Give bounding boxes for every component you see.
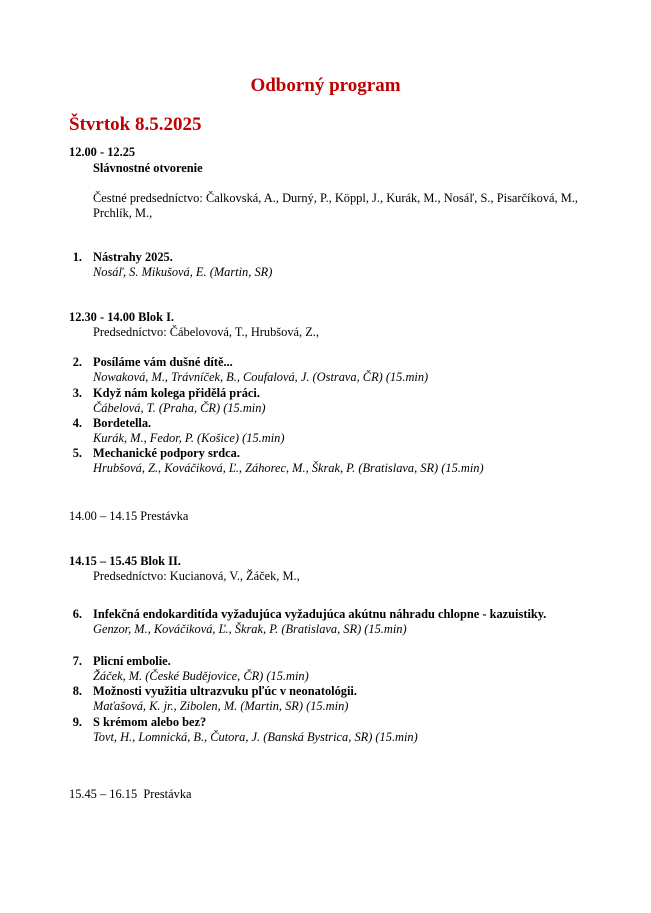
- talk-title: Plicní embolie.: [93, 654, 171, 668]
- talk-title: Bordetella.: [93, 416, 152, 430]
- talk-authors: Nosáľ, S. Mikušová, E. (Martin, SR): [93, 265, 273, 279]
- talk-authors: Maťašová, K. jr., Zibolen, M. (Martin, SR) (15.min): [93, 699, 349, 713]
- talk-item: [93, 386, 578, 416]
- block-header: 12.30 - 14.00 Blok I.: [69, 310, 174, 324]
- talk-number: 6.: [72, 607, 82, 621]
- opening-presidium: Čestné predsedníctvo: Čalkovská, A., Durný, P., Köppl, J., Kurák, M., Nosáľ, S., Pisarčíková, M., Prchlík, M.,: [93, 191, 578, 220]
- opening-time: 12.00 - 12.25: [69, 145, 136, 159]
- talk-number: 2.: [72, 355, 82, 369]
- talk-title: Mechanické podpory srdca.: [93, 446, 240, 460]
- page-title: Odborný program: [250, 75, 401, 96]
- talk-item: [93, 446, 578, 476]
- break-2: 15.45 – 16.15 Prestávka: [69, 787, 192, 801]
- day-heading: Štvrtok 8.5.2025: [69, 114, 202, 135]
- block-header: 14.15 – 15.45 Blok II.: [69, 554, 181, 568]
- talk-number: 5.: [72, 446, 82, 460]
- talk-authors: Tovt, H., Lomnická, B., Čutora, J. (Banská Bystrica, SR) (15.min): [93, 730, 418, 744]
- talk-item: [93, 684, 578, 714]
- talk-number: 1.: [72, 250, 82, 264]
- talk-number: 9.: [72, 715, 82, 729]
- talk-item: [93, 654, 578, 684]
- block-chairs: Predsedníctvo: Kucianová, V., Žáček, M.,: [93, 569, 300, 583]
- talk-item: [93, 715, 578, 745]
- talk-number: 3.: [72, 386, 82, 400]
- talk-authors: Čábelová, T. (Praha, ČR) (15.min): [93, 401, 266, 415]
- talk-item: [93, 355, 578, 385]
- talk-title: Možnosti využitia ultrazvuku pľúc v neonatológii.: [93, 684, 357, 698]
- talk-number: 8.: [72, 684, 82, 698]
- talk-number: 7.: [72, 654, 82, 668]
- talk-item: [93, 416, 578, 446]
- talk-title: Když nám kolega přidělá práci.: [93, 386, 260, 400]
- talk-item: [93, 250, 578, 280]
- talk-item: [93, 607, 578, 637]
- talk-title: Infekčná endokarditída vyžadujúca vyžadujúca akútnu náhradu chlopne - kazuistiky.: [93, 607, 547, 621]
- block-chairs: Predsedníctvo: Čábelovová, T., Hrubšová, Z.,: [93, 325, 319, 339]
- opening-title: Slávnostné otvorenie: [93, 161, 203, 175]
- talk-authors: Nowaková, M., Trávníček, B., Coufalová, J. (Ostrava, ČR) (15.min): [93, 370, 429, 384]
- talk-authors: Žáček, M. (České Budějovice, ČR) (15.min): [93, 669, 309, 683]
- talk-title: Nástrahy 2025.: [93, 250, 173, 264]
- break-1: 14.00 – 14.15 Prestávka: [69, 509, 189, 523]
- talk-title: S krémom alebo bez?: [93, 715, 207, 729]
- talk-number: 4.: [72, 416, 82, 430]
- talk-authors: Genzor, M., Kováčiková, Ľ., Škrak, P. (Bratislava, SR) (15.min): [93, 622, 407, 636]
- talk-title: Posíláme vám dušné dítě...: [93, 355, 233, 369]
- talk-authors: Kurák, M., Fedor, P. (Košice) (15.min): [93, 431, 285, 445]
- talk-authors: Hrubšová, Z., Kováčiková, Ľ., Záhorec, M., Škrak, P. (Bratislava, SR) (15.min): [93, 461, 484, 475]
